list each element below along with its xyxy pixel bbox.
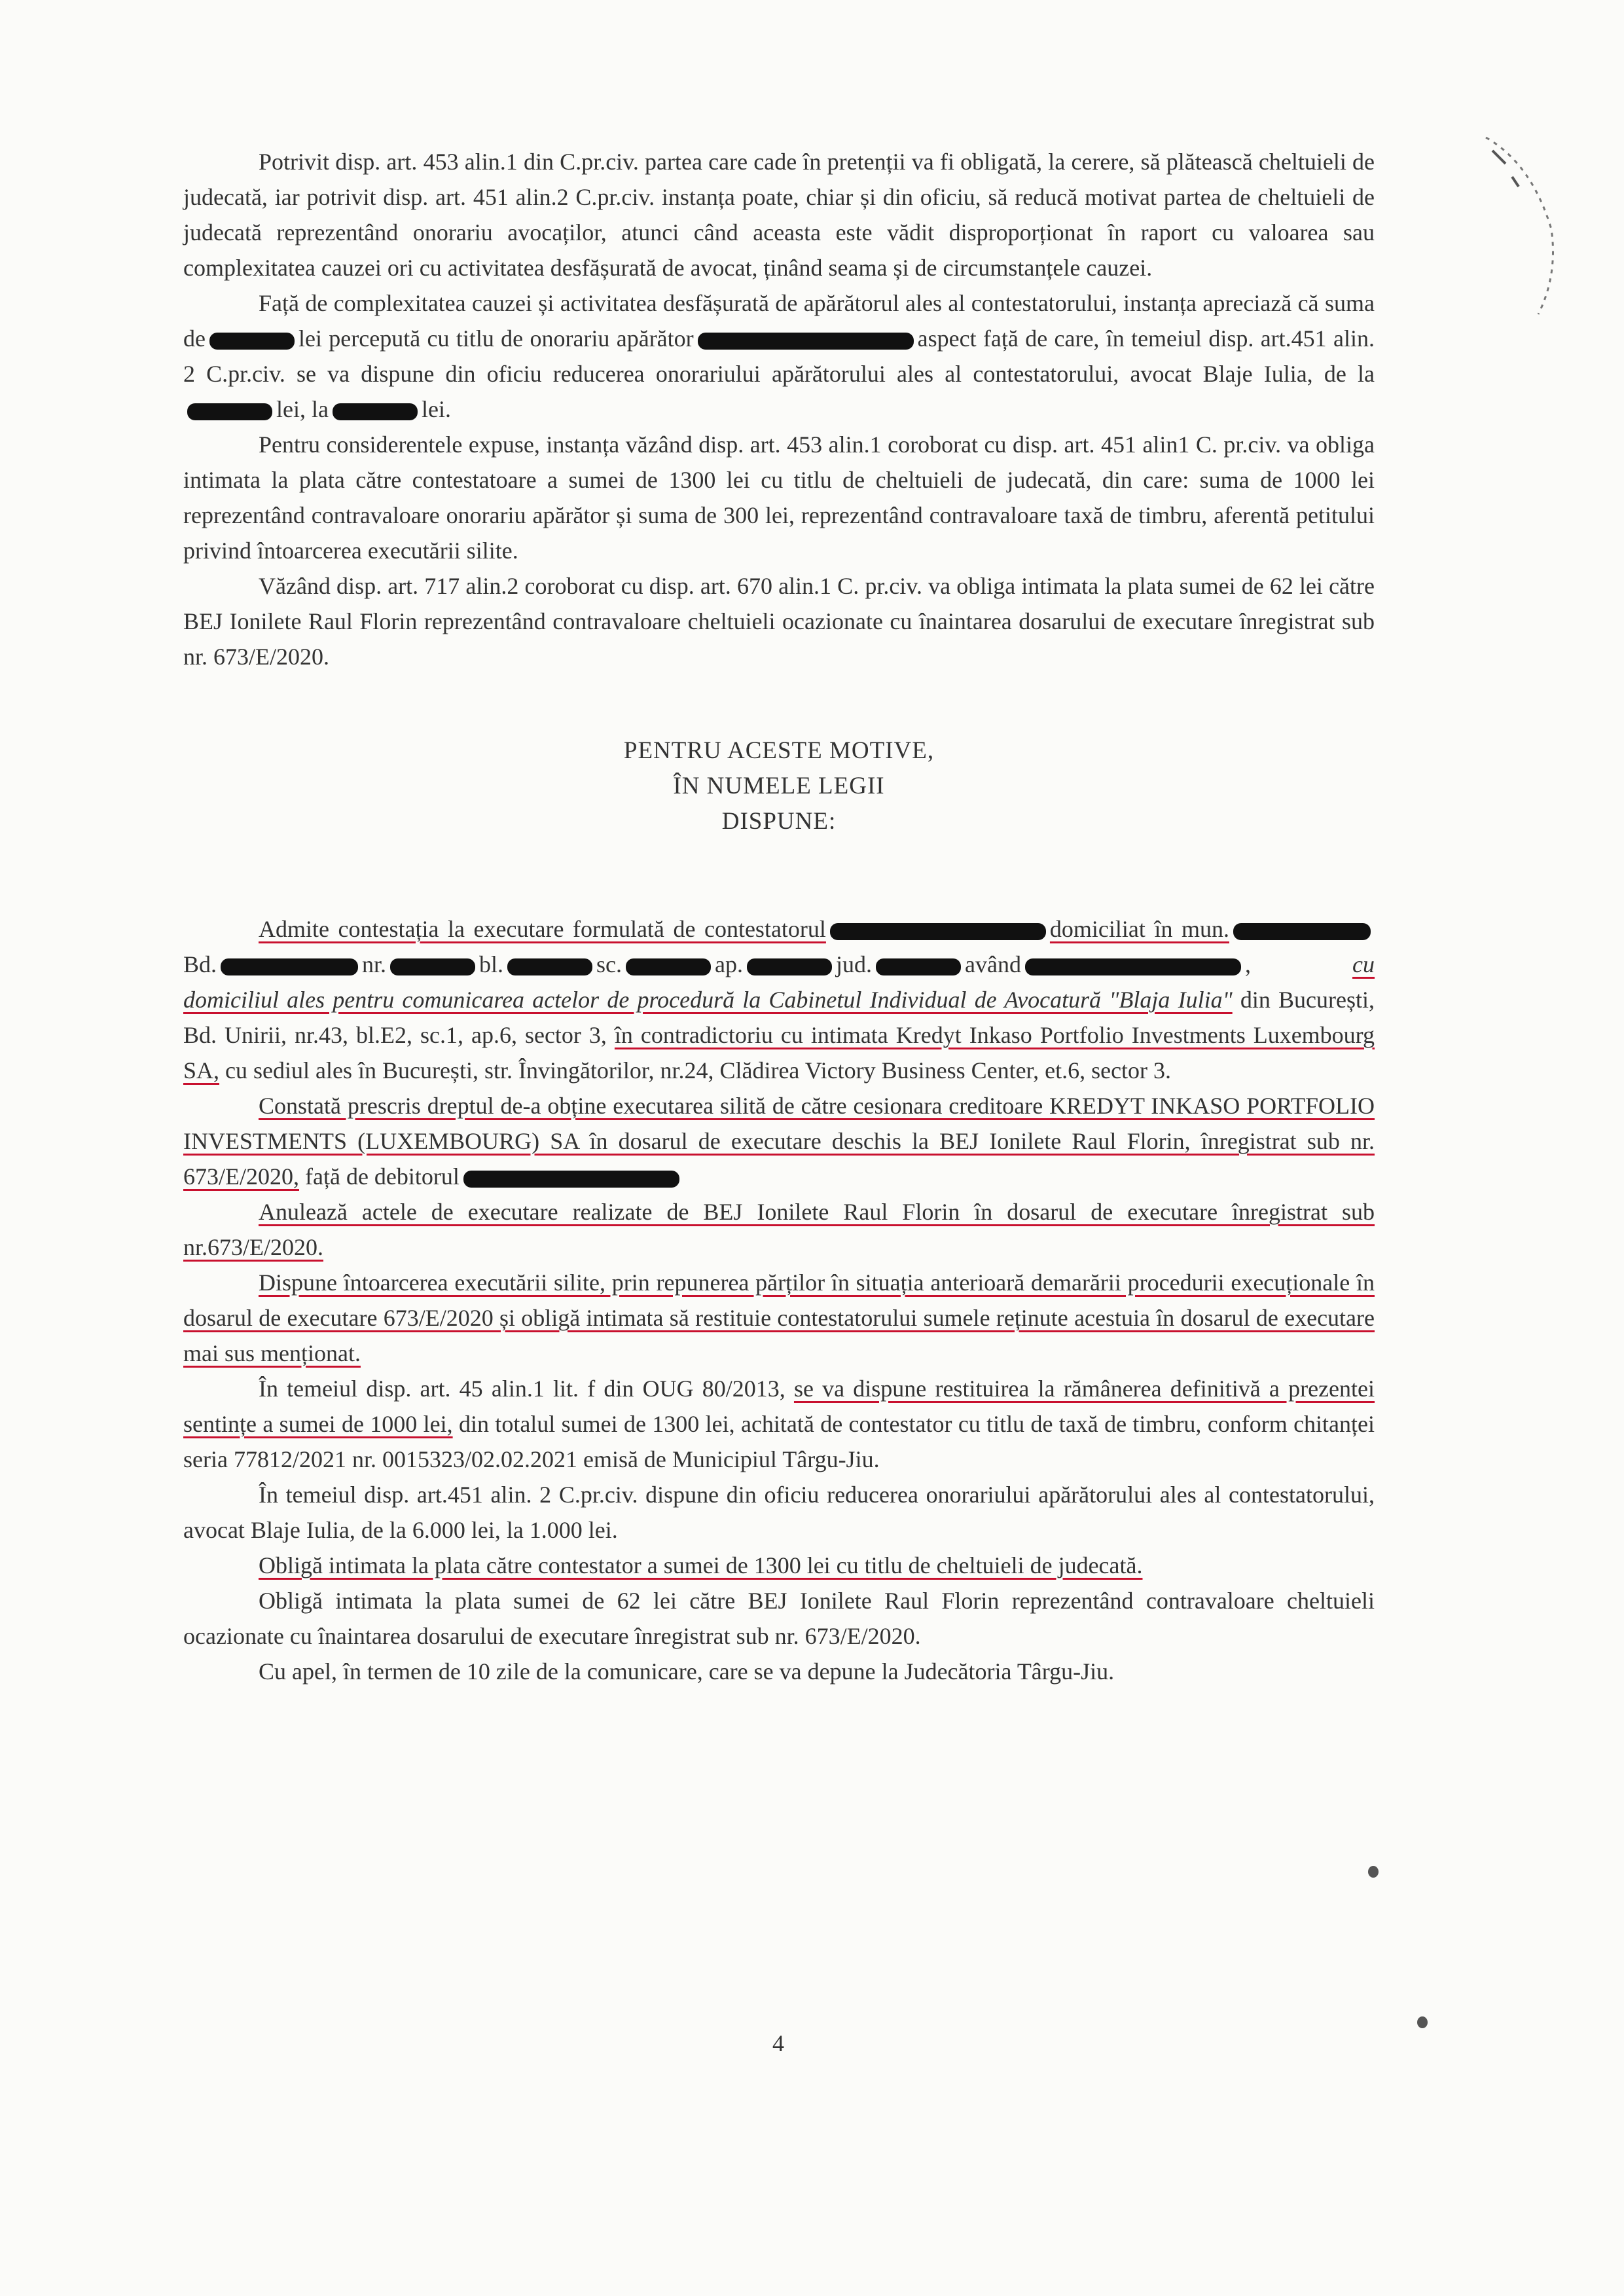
redacted-city <box>1233 923 1371 940</box>
restituire-basis: În temeiul disp. art. 45 alin.1 lit. f din OUG 80/2013, <box>259 1376 785 1402</box>
fee-reduction-text-a: Față de complexitatea cauzei și activitatea desfășurată de apărătorul ales al contestatorului, instanța apreciază că suma de <box>183 290 1375 352</box>
heading-line-3: DISPUNE: <box>721 808 837 835</box>
lawyer-address: din București, Bd. Unirii, nr.43, bl.E2, sc.1, ap.6, sector 3, <box>183 987 1375 1048</box>
domicile-text: domiciliat în mun. <box>1049 916 1229 942</box>
debtor-text: față de debitorul <box>305 1163 460 1190</box>
redacted-number <box>390 958 475 975</box>
paragraph-legal-costs: Potrivit disp. art. 453 alin.1 din C.pr.civ. partea care cade în pretenții va fi obligată, la cerere, să plătească cheltuieli de judecată, iar potrivit disp. art. 451 alin.2 C.pr.civ. instanța poate, chiar și din oficiu, să reducă motivat partea de cheltuieli de judecată reprezentând onorariu avocaților, atunci când aceasta este vădit disproporționat în raport cu valoarea sau complexitatea cauzei ori cu activitatea desfășurată de avocat, ținând seama și de circumstanțele cauzei. <box>183 149 1375 281</box>
redacted-name <box>830 923 1046 940</box>
fee-reduction-text-e: lei. <box>421 396 451 422</box>
paragraph-bailiff-costs: Văzând disp. art. 717 alin.2 coroborat cu disp. art. 670 alin.1 C. pr.civ. va obliga intimata la plata sumei de 62 lei către BEJ Ionilete Raul Florin reprezentând contravaloare cheltuieli ocazionate cu înaintarea dosarului de executare înregistrat sub nr. 673/E/2020. <box>183 573 1375 670</box>
document-body <box>183 144 1375 1689</box>
respondent-address: cu sediul ales în București, str. Învingătorilor, nr.24, Clădirea Victory Business Center, et.6, sector 3. <box>225 1057 1172 1084</box>
redacted-amount <box>209 333 295 350</box>
stamp-fragment-icon <box>1473 124 1571 321</box>
having-text: având <box>965 951 1022 977</box>
address-bl: bl. <box>479 951 504 977</box>
constata-text: Constată prescris dreptul de-a obține executarea silită de către cesionara creditoare KREDYT INKASO PORTFOLIO INVESTMENTS (LUXEMBOURG) SA în dosarul de executare deschis la BEJ Ionilete Raul Florin, înregistrat sub nr. 673/E/2020, <box>183 1093 1375 1190</box>
redacted-debtor-name <box>463 1171 679 1188</box>
address-sc: sc. <box>596 951 623 977</box>
redacted-amount <box>333 403 418 420</box>
fee-reduction-text-b: lei percepută cu titlu de onorariu apărător <box>298 325 694 352</box>
redacted-id <box>1025 958 1241 975</box>
fee-reduction-text-c: aspect față de care, în temeiul disp. art.451 alin. 2 C.pr.civ. se va dispune din oficiu reducerea onorariului apărătorului ales al contestatorului, avocat Blaje Iulia, de la <box>183 325 1375 387</box>
intoarcere-text: Dispune întoarcerea executării silite, prin repunerea părților în situația anterioară demarării procedurii execuționale în dosarul de executare 673/E/2020 și obligă intimata să restituie contestatorului sumele reținute acestuia în dosarul de executare mai sus menționat. <box>183 1269 1375 1366</box>
page-number: 4 <box>772 2030 784 2056</box>
dispositive-anuleaza <box>183 1194 1375 1265</box>
address-ap: ap. <box>715 951 744 977</box>
restituire-text: se va dispune restituirea la rămânerea definitivă a prezentei sentințe a sumei de 1000 lei, <box>183 1376 1375 1437</box>
redacted-block <box>507 958 592 975</box>
redacted-staircase <box>626 958 711 975</box>
address-nr: nr. <box>362 951 387 977</box>
dispositive-reducere: În temeiul disp. art.451 alin. 2 C.pr.civ. dispune din oficiu reducerea onorariului apărătorului ales al contestatorului, avocat Blaje Iulia, de la 6.000 lei, la 1.000 lei. <box>183 1482 1375 1543</box>
redacted-apartment <box>747 958 832 975</box>
anuleaza-text: Anulează actele de executare realizate de BEJ Ionilete Raul Florin în dosarul de executare înregistrat sub nr.673/E/2020. <box>183 1199 1375 1260</box>
paragraph-obligation-costs: Pentru considerentele expuse, instanța văzând disp. art. 453 alin.1 coroborat cu disp. art. 451 alin1 C. pr.civ. va obliga intimata la plata către contestatoare a sumei de 1300 lei cu titlu de cheltuieli de judecată, din care: suma de 1000 lei reprezentând contravaloare onorariu apărător și suma de 300 lei, reprezentând contravaloare taxă de timbru, aferentă petitului privind întoarcerea executării silite. <box>183 431 1375 564</box>
redacted-amount <box>187 403 272 420</box>
speck-mark <box>1417 2016 1428 2028</box>
speck-mark <box>1368 1866 1379 1878</box>
heading-line-2: ÎN NUMELE LEGII <box>673 773 885 799</box>
obliga-cheltuieli-text: Obligă intimata la plata către contestator a sumei de 1300 lei cu titlu de cheltuieli de judecată. <box>259 1552 1143 1578</box>
address-bd: Bd. <box>183 951 217 977</box>
redacted-text <box>698 333 914 350</box>
paragraph-fee-reduction <box>183 285 1375 427</box>
redacted-county <box>876 958 961 975</box>
admite-text: Admite contestația la executare formulată de contestatorul <box>259 916 826 942</box>
heading-line-1: PENTRU ACESTE MOTIVE, <box>623 737 935 764</box>
restituire-details: din totalul sumei de 1300 lei, achitată de contestator cu titlu de taxă de timbru, conform chitanței seria 77812/2021 nr. 0015323/02.02.2021 emisă de Municipiul Târgu-Jiu. <box>183 1411 1375 1472</box>
dispositive-obliga-bej: Obligă intimata la plata sumei de 62 lei către BEJ Ionilete Raul Florin reprezentând contravaloare cheltuieli ocazionate cu înaintarea dosarului de executare înregistrat sub nr. 673/E/2020. <box>183 1588 1375 1649</box>
fee-reduction-text-d: lei, la <box>276 396 329 422</box>
dispositive-restituire <box>183 1371 1375 1477</box>
dispositive-constata <box>183 1088 1375 1194</box>
elected-domicile-text: cu domiciliul ales pentru comunicarea actelor de procedură la Cabinetul Individual de Avocatură "Blaja Iulia" <box>183 951 1375 1013</box>
address-jud: jud. <box>836 951 873 977</box>
dispositive-apel: Cu apel, în termen de 10 zile de la comunicare, care se va depune la Judecătoria Târgu-Jiu. <box>259 1658 1115 1685</box>
dispositive-intoarcere <box>183 1265 1375 1371</box>
dispositive-heading <box>183 733 1375 839</box>
redacted-street <box>221 958 358 975</box>
dispositive-admite: Admite contestația la executare formulată de contestatorul domiciliat în mun.Bd. nr. bl. sc. ap. jud. având , cu domiciliul ales pentru comunicarea actelor de procedură la Cabinetul Individual de Avocatură "Blaja Iulia" din București, Bd. Unirii, nr.43, bl.E2, sc.1, ap.6, sector 3, în contradictoriu cu intimata Kredyt Inkaso Portfolio Investments Luxembourg SA, cu sediul ales în București, str. Învingătorilor, nr.24, Clădirea Victory Business Center, et.6, sector 3. <box>183 916 1375 1084</box>
dispositive-obliga-cheltuieli <box>183 1548 1375 1583</box>
respondent-text: în contradictoriu cu intimata Kredyt Inkaso Portfolio Investments Luxembourg SA, <box>183 1022 1375 1084</box>
